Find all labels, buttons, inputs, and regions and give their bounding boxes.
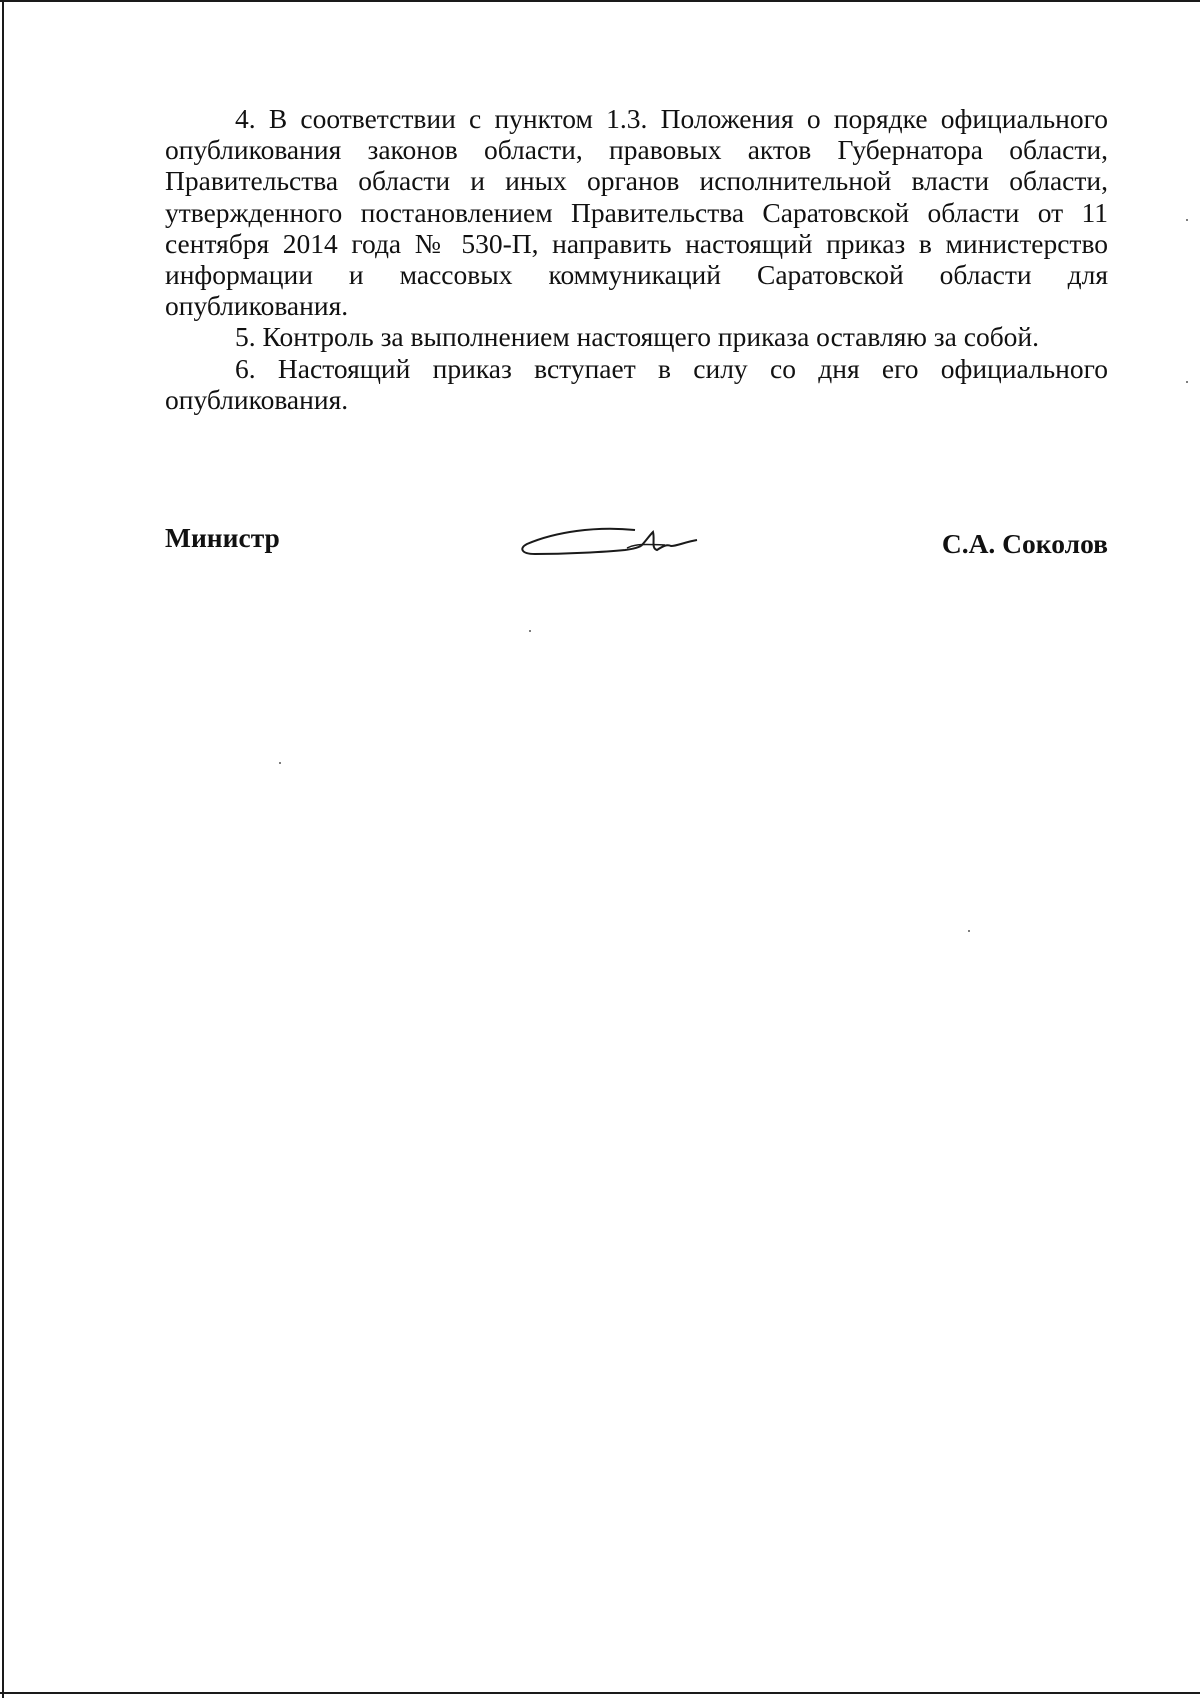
document-body [165,103,1108,415]
scan-speck [1186,381,1188,383]
handwritten-signature [515,518,725,568]
scan-speck [968,930,970,932]
scan-speck [279,762,281,764]
page-border-top [0,0,1200,2]
scan-speck [529,630,531,632]
signatory-name: С.А. Соколов [941,528,1108,559]
scan-speck [1186,219,1188,221]
paragraph-4: 4. В соответствии с пунктом 1.3. Положения о порядке официального опубликования законов области, правовых актов Губернатора области, Правительства области и иных органов исполнительной власти области, утвержденного постановлением Правительства Саратовской области от 11 сентября 2014 года № 530-П, направить настоящий приказ в министерство информации и массовых коммуникаций Саратовской области для опубликования. [165,103,1108,322]
signature-block [165,518,1108,568]
page-border-left [2,0,4,1698]
signatory-position: Министр [165,522,280,553]
paragraph-6: 6. Настоящий приказ вступает в силу со дня его официального опубликования. [165,352,1108,415]
page-border-bottom [0,1692,1200,1694]
paragraph-5: 5. Контроль за выполнением настоящего приказа оставляю за собой. [235,321,1040,353]
